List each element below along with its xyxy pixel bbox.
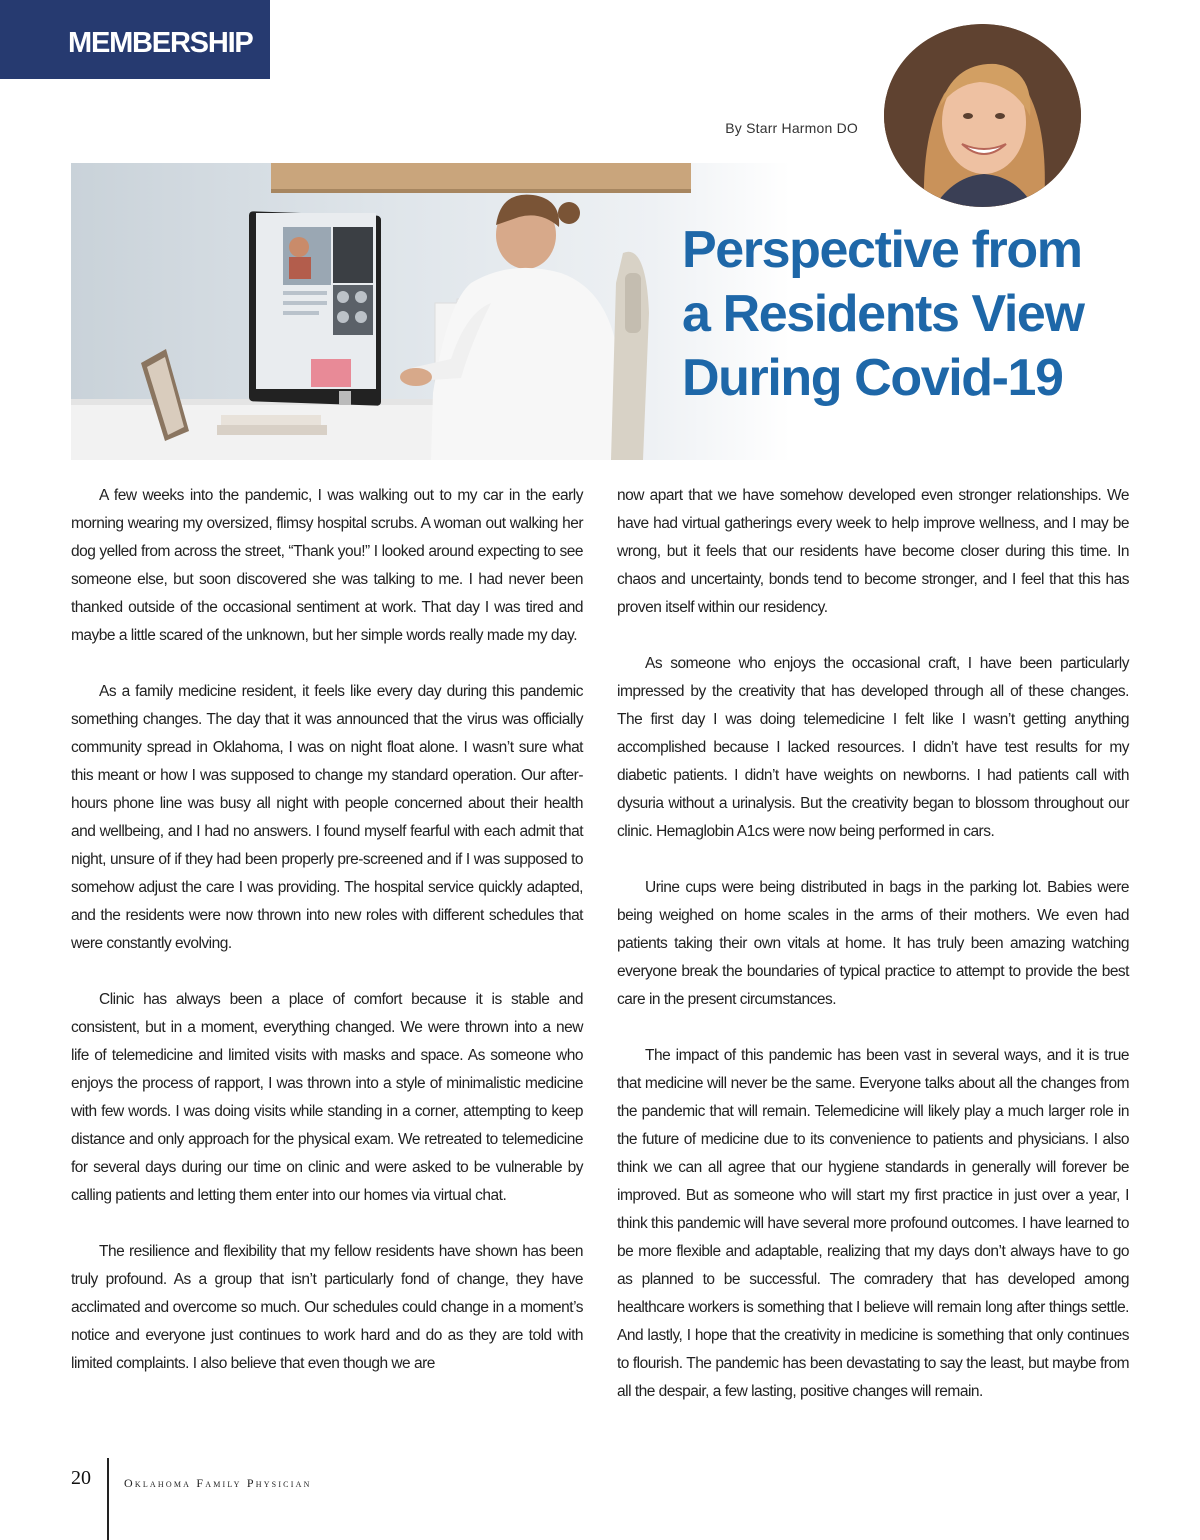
article-paragraph-8: The impact of this pandemic has been vast in several ways, and it is true that medicine will never be the same. Everyone talks about all the changes from the pandemic that will remain. Telemedicine will likely play a much larger role in the future of medicine due to its convenience to patients and physicians. I also think we can all agree that our hygiene standards in generally will forever be improved. But as someone who will start my first practice in just over a year, I think this pandemic will have several more profound outcomes. I have learned to be more flexible and adaptable, realizing that my days don’t always have to go as planned to be successful. The comradery that has developed among healthcare workers is something that I believe will remain long after things settle. And lastly, I hope that the creativity in medicine is something that only continues to flourish. The pandemic has been devastating to say the least, but maybe from all the despair, a few lasting, positive changes will remain. xyxy=(617,1047,1129,1400)
headline-line-2: a Residents View xyxy=(682,285,1084,343)
article-paragraph-2: As a family medicine resident, it feels like every day during this pandemic something changes. The day that it was announced that the virus was officially community spread in Oklahoma, I was on night float alone. I wasn’t sure what this meant or how I was supposed to change my standard operation. Our after-hours phone line was busy all night with people concerned about their health and wellbeing, and I had no answers. I found myself fearful with each admit that night, unsure of if they had been properly pre-screened and if I was supposed to somehow adjust the care I was providing. The hospital service quickly adapted, and the residents were now thrown into new roles with different schedules that were constantly evolving. xyxy=(71,683,583,952)
section-label: MEMBERSHIP xyxy=(68,27,253,59)
article-column-right xyxy=(617,482,1129,1434)
article-paragraph-1: A few weeks into the pandemic, I was walking out to my car in the early morning wearing my oversized, flimsy hospital scrubs. A woman out walking her dog yelled from across the street, “Thank you!” I looked around expecting to see someone else, but soon discovered she was talking to me. I had never been thanked outside of the occasional sentiment at work. That day I was tired and maybe a little scared of the unknown, but her simple words really made my day. xyxy=(71,487,583,644)
article-paragraph-7: Urine cups were being distributed in bags in the parking lot. Babies were being weighed on home scales in the arms of their mothers. We even had patients taking their own vitals at home. It has truly been amazing watching everyone break the boundaries of typical practice to attempt to provide the best care in the present circumstances. xyxy=(617,879,1129,1008)
byline: By Starr Harmon DO xyxy=(725,120,858,136)
publication-name: Oklahoma Family Physician xyxy=(124,1476,312,1490)
page-number: 20 xyxy=(71,1467,91,1489)
author-photo xyxy=(884,24,1081,207)
headline-line-1: Perspective from xyxy=(682,221,1082,279)
footer-divider xyxy=(107,1458,109,1540)
article-column-left xyxy=(71,482,583,1406)
article-paragraph-3: Clinic has always been a place of comfort because it is stable and consistent, but in a moment, everything changed. We were thrown into a new life of telemedicine and limited visits with masks and space. As someone who enjoys the process of rapport, I was thrown into a style of minimalistic medicine with few words. I was doing visits while standing in a corner, attempting to keep distance and only approach for the physical exam. We retreated to telemedicine for several days during our time on clinic and were asked to be vulnerable by calling patients and letting them enter into our homes via virtual chat. xyxy=(71,991,583,1204)
section-tab xyxy=(0,0,270,79)
article-paragraph-4: The resilience and flexibility that my fellow residents have shown has been truly profound. As a group that isn’t particularly fond of change, they have acclimated and overcome so much. Our schedules could change in a moment’s notice and everyone just continues to work hard and do as they are told with limited complaints. I also believe that even though we are xyxy=(71,1243,583,1372)
article-paragraph-6: As someone who enjoys the occasional craft, I have been particularly impressed by the creativity that has developed through all of these changes. The first day I was doing telemedicine I felt like I wasn’t getting anything accomplished because I lacked resources. I didn’t have test results for my diabetic patients. I didn’t have weights on newborns. I had patients call with dysuria without a urinalysis. But the creativity began to blossom throughout our clinic. Hemaglobin A1cs were now being performed in cars. xyxy=(617,655,1129,840)
article-headline xyxy=(682,218,1142,410)
article-paragraph-5: now apart that we have somehow developed even stronger relationships. We have had virtual gatherings every week to help improve wellness, and I may be wrong, but it feels that our residents have become closer during this time. In chaos and uncertainty, bonds tend to become stronger, and I feel that this has proven itself within our residency. xyxy=(617,487,1129,616)
headline-line-3: During Covid-19 xyxy=(682,349,1063,407)
